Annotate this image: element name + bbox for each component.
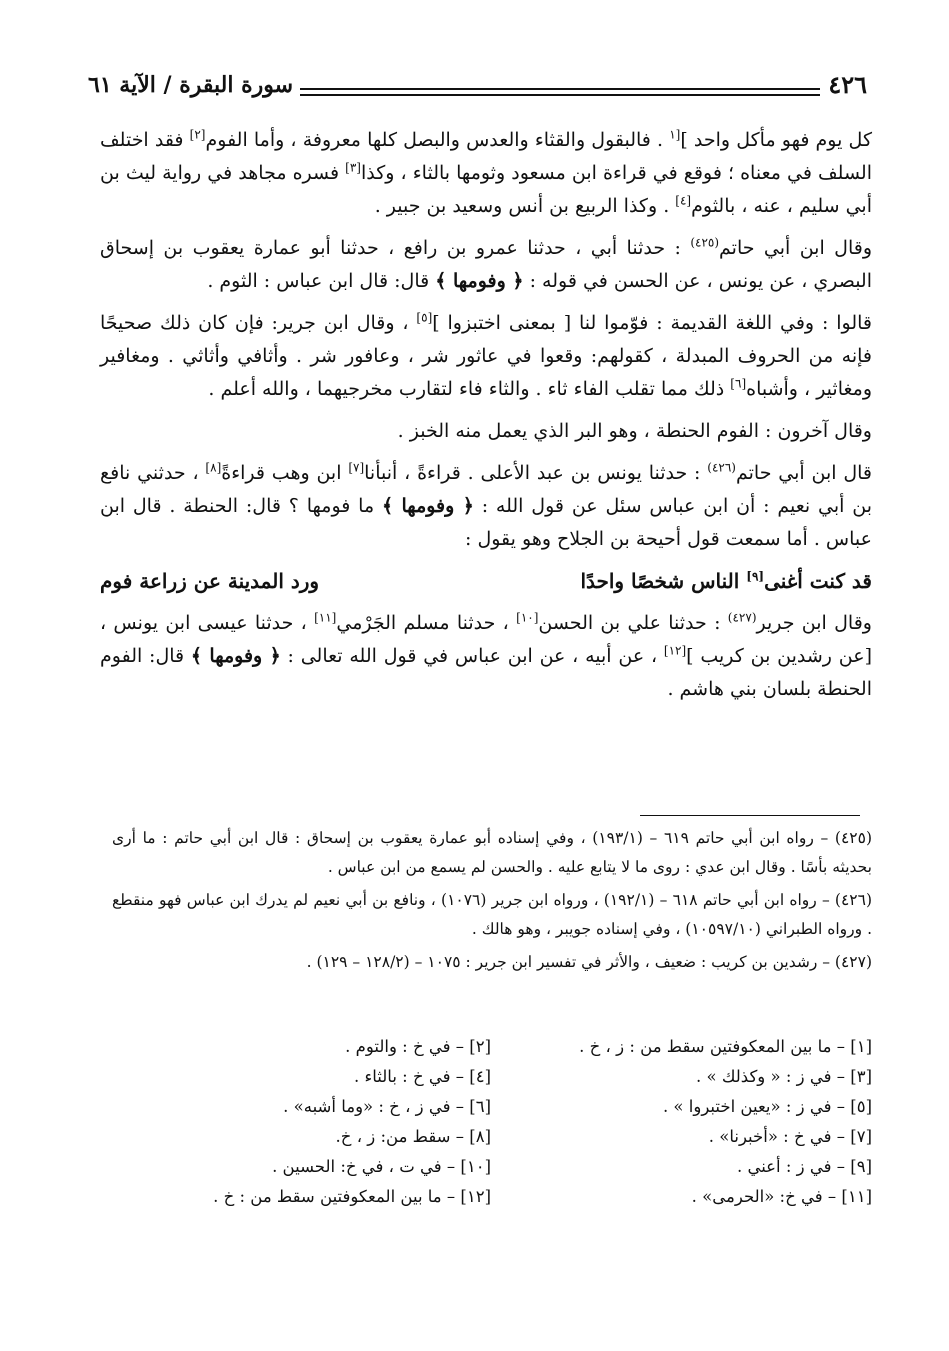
quran-quote: ﴿ وفومها ﴾	[190, 645, 281, 667]
variant-note: [٩] – في ز : أعني .	[736, 1157, 872, 1176]
variant-notes	[110, 1032, 872, 1212]
variant-row	[110, 1122, 872, 1152]
page-number: ٤٢٦	[828, 70, 867, 99]
variant-row	[110, 1182, 872, 1212]
variant-row	[110, 1092, 872, 1122]
variant-note: [١١] – في خ: «الحرمى» .	[691, 1187, 872, 1206]
variant-note: [٤] – في خ : بالثاء .	[354, 1067, 491, 1086]
verse-hemistich: ورد المدينة عن زراعة فوم	[100, 569, 320, 593]
quran-quote: ﴿ وفومها ﴾	[435, 270, 524, 292]
variant-row	[110, 1032, 872, 1062]
paragraph: قالوا : وفي اللغة القديمة : فوّموا لنا [ بمعنى اختبزوا ][٥] ، وقال ابن جرير: فإن كان ذلك صحيحًا فإنه من الحروف المبدلة ، كقولهم: وقعوا في عاثور شر ، وعافور شر . وأثافي وأثاثي . ومغافير ومغاثير ، وأشباه[٦] ذلك مما تقلب الفاء ثاء . والثاء فاء لتقارب مخرجيهما ، والله أعلم .	[100, 310, 873, 400]
verse-hemistich: قد كنت أغنى[٩] الناس شخصًا واحدًا	[580, 569, 872, 593]
variant-note: [٧] – في خ : «أخبرنا» .	[708, 1127, 872, 1146]
paragraph: وقال ابن جرير$^{(٤٢٧)}$ : حدثنا علي بن الحسن[١٠] ، حدثنا مسلم الجَرْمي[١١] ، حدثنا عيسى ابن يونس ، [عن رشدين بن كريب ][١٢] ، عن أبيه ، عن ابن عباس في قول الله تعالى : ﴿ وفومها ﴾ قال: الفوم الحنطة بلسان بني هاشم .	[100, 610, 872, 700]
variant-note: [١٠] – في ت ، في خ: الحسين .	[272, 1157, 491, 1176]
paragraph: كل يوم فهو مأكل واحد ]$^{[١}$ . فالبقول والقثاء والعدس والبصل كلها معروفة ، وأما الفوم[٢] فقد اختلف السلف في معناه ؛ فوقع في قراءة ابن مسعود وثومها بالثاء ، وكذا[٣] فسره مجاهد في رواية ليث بن أبي سليم ، عنه ، بالثوم[٤] . وكذا الربيع بن أنس وسعيد بن جبير .	[100, 127, 872, 217]
variant-note: [١٢] – ما بين المعكوفتين سقط من : خ .	[213, 1187, 491, 1206]
footnote-rule	[640, 815, 860, 816]
footnote: (٤٢٥) – رواه ابن أبي حاتم ٦١٩ – (١٩٣/١) ، وفي إسناده أبو عمارة يعقوب بن إسحاق : قال ابن أبي حاتم : ما أرى بحديثه بأسًا . وقال ابن عدي : روى ما لا يتابع عليه . والحسن لم يسمع من ابن عباس .	[112, 829, 872, 876]
variant-note: [٥] – في ز : «يعين اختبروا » .	[662, 1097, 872, 1116]
variant-note: [٦] – في ز ، خ : «وما أشبه» .	[283, 1097, 491, 1116]
footnote: (٤٢٦) – رواه ابن أبي حاتم ٦١٨ – (١٩٢/١) ، ورواه ابن جرير (١٠٧٦) ، ونافع بن أبي نعيم لم يدرك ابن عباس فهو منقطع . ورواه الطبراني (١٠٥٩٧/١٠) ، وفي إسناده جويبر ، وهو هالك .	[112, 891, 873, 938]
poetry-verse	[100, 565, 872, 598]
variant-row	[110, 1062, 872, 1092]
running-title: سورة البقرة / الآية ٦١	[88, 72, 294, 98]
variant-note: [١] – ما بين المعكوفتين سقط من : ز ، خ .	[579, 1037, 872, 1056]
paragraph: وقال آخرون : الفوم الحنطة ، وهو البر الذي يعمل منه الخبز .	[397, 420, 872, 442]
variant-note: [٨] – سقط من: ز ، خ.	[335, 1127, 491, 1146]
footnotes	[112, 824, 872, 981]
variant-note: [٣] – في ز : « وكذلك » .	[696, 1067, 872, 1086]
main-text	[100, 124, 872, 715]
paragraph: قال ابن أبي حاتم$^{(٤٢٦)}$ : حدثنا يونس بن عبد الأعلى . قراءةً ، أنبأنا[٧] ابن وهب قراءةً[٨] ، حدثني نافع بن أبي نعيم : أن ابن عباس سئل عن قول الله : ﴿ وفومها ﴾ ما فومها ؟ قال: الحنطة . قال ابن عباس . أما سمعت قول أحيحة بن الجلاح وهو يقول :	[100, 460, 873, 550]
variant-note: [٢] – في خ : والتوم .	[345, 1037, 491, 1056]
footnote: (٤٢٧) – رشدين بن كريب : ضعيف ، والأثر في تفسير ابن جرير : ١٠٧٥ – (١٢٨/٢ – ١٢٩) .	[306, 953, 872, 971]
paragraph: وقال ابن أبي حاتم$^{(٤٢٥)}$ : حدثنا أبي ، حدثنا عمرو بن رافع ، حدثنا أبو عمارة يعقوب بن إسحاق البصري ، عن يونس ، عن الحسن في قوله : ﴿ وفومها ﴾ قال: قال ابن عباس : الثوم .	[100, 235, 873, 292]
header-rule	[300, 94, 820, 96]
header-rule	[300, 88, 820, 90]
variant-row	[110, 1152, 872, 1182]
quran-quote: ﴿ وفومها ﴾	[381, 495, 474, 517]
